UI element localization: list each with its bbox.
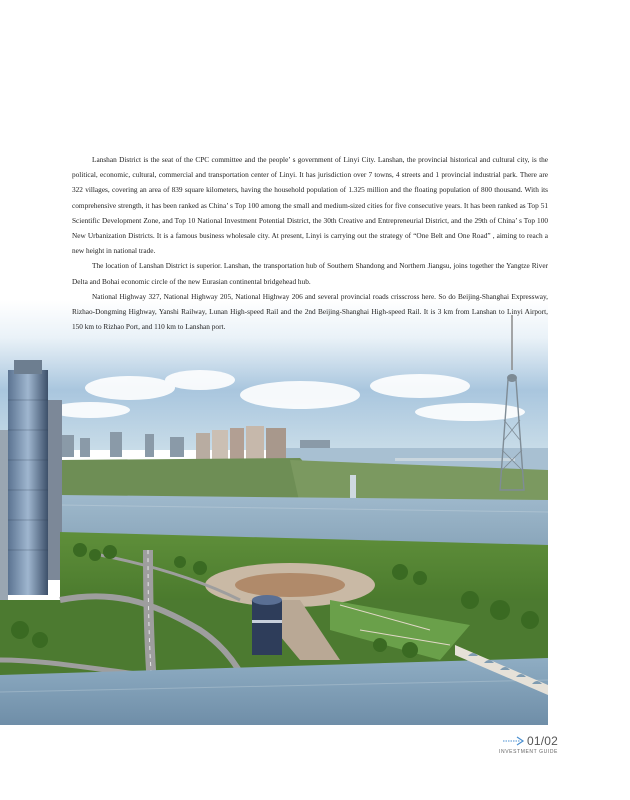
arrow-right-icon — [503, 736, 525, 746]
paragraph-transport: National Highway 327, National Highway 205, National Highway 206 and several provincial roads crisscross here. So do Beijing-Shanghai Expressway, Rizhao-Dongming Highway, Yanshi Railway, Lunan High-speed Rail and the 2nd Beijing-Shanghai High-speed Rail. It is 3 km from Lanshan to Linyi Airport, 150 km to Rizhao Port, and 110 km to Lanshan port. — [72, 291, 548, 332]
paragraph-location: The location of Lanshan District is superior. Lanshan, the transportation hub of Southern Shandong and Northern Jiangsu, joins together the Yangtze River Delta and Bohai economic circle of the new Eurasian continental bridgehead hub. — [72, 261, 548, 286]
paragraph-overview: Lanshan District is the seat of the CPC committee and the people’ s government of Linyi City. Lanshan, the provincial historical and cultural city, is the political, economic, cultural, commercial and transportation center of Linyi. It has jurisdiction over 7 towns, 4 streets and 1 provincial industrial park. There are 322 villages, covering an area of 839 square kilometers, having the household population of 1.325 million and the floating population of 800 thousand. With its comprehensive strength, it has been ranked as China’ s Top 100 among the small and medium-sized cities for five consecutive years. It has been ranked as Top 51 Scientific Development Zone, and Top 10 National Investment Potential District, the 30th Creative and Entrepreneurial District, and the 29th of China’ s Top 100 New Urbanization Districts. It is a famous business wholesale city. At present, Linyi is carrying out the strategy of “One Belt and One Road” , aiming to reach a new height in national trade. — [72, 155, 548, 256]
body-text — [72, 152, 548, 334]
page-number: 01/02 — [526, 734, 558, 748]
city-aerial-photo — [0, 300, 548, 725]
investment-guide-label: INVESTMENT GUIDE — [499, 749, 558, 755]
page-footer — [499, 734, 558, 755]
